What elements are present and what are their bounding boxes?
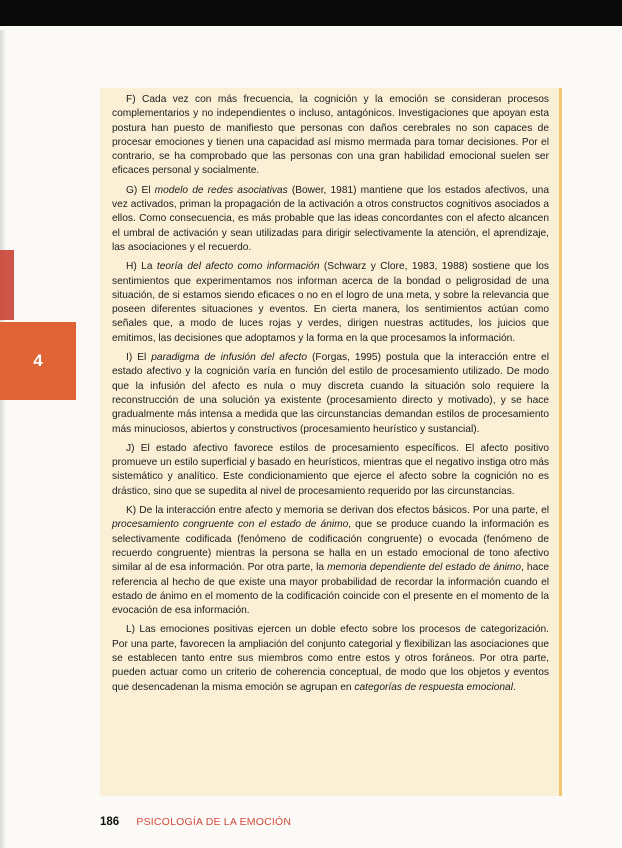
- paragraph-k-middle: , que se produce cuando la información es selectivamente codificada (fenómeno de codificación congruente) o evocada (fenómeno de recuerdo congruente) mientras la persona se halla en un estado emocional de tono afectivo similar al de esa información. Por otra parte, la: [112, 519, 549, 574]
- paragraph-i-term: paradigma de infusión del afecto: [151, 352, 308, 364]
- paragraph-i: [112, 351, 549, 437]
- paragraph-h-intro: H) La: [126, 261, 157, 273]
- paragraph-l-term: categorías de respuesta emocional: [354, 681, 513, 693]
- paragraph-g-term: modelo de redes asociativas: [154, 184, 288, 196]
- paragraph-k-term-2: memoria dependiente del estado de ánimo: [327, 562, 522, 574]
- paragraph-l-end: .: [512, 681, 516, 693]
- paragraph-h: [112, 260, 549, 346]
- top-scan-edge: [0, 0, 622, 26]
- highlighted-text-box: [100, 88, 562, 796]
- paragraph-f: F) Cada vez con más frecuencia, la cognición y la emoción se consideran procesos complementarios y no independientes o incluso, antagónicos. Investigaciones que apoyan esta postura han puesto de manifiesto que personas con daños cerebrales no son capaces de procesar emociones y tienen una capacidad así mismo mermada para tomar decisiones. Por el contrario, se ha comprobado que las personas con una gran habilidad emocional suelen ser eficaces personal y socialmente.: [112, 94, 549, 177]
- paragraph-j: J) El estado afectivo favorece estilos de procesamiento específicos. El afecto positivo promueve un estilo superficial y basado en heurísticos, mientras que el negativo instiga otro más sistemático y analítico. Este condicionamiento que ejerce el afecto sobre la cognición no es drástico, sino que se supedita al nivel de procesamiento requerido por las circunstancias.: [112, 442, 549, 497]
- paragraph-h-term: teoría del afecto como información: [156, 261, 320, 273]
- paragraph-k-body: , hace referencia al hecho de que existe una mayor probabilidad de recordar la información cuando el estado de ánimo en el momento de la codificación coincide con el presente en el momento de la evocación de esa información.: [112, 562, 550, 617]
- page-spine-shadow: [0, 30, 6, 848]
- paragraph-k: [112, 504, 549, 618]
- chapter-edge-mark: [0, 250, 14, 320]
- paragraph-k-term-1: procesamiento congruente con el estado de ánimo: [112, 519, 349, 531]
- paragraph-l-intro: L) Las emociones positivas ejercen un doble efecto sobre los procesos de categorización. Por una parte, favorecen la ampliación del conjunto categorial y flexibilizan las asociaciones que se establecen tanto entre sus miembros como entre estos y otros foráneos. Por otra parte, pueden actuar como un criterio de coherencia conceptual, de modo que los objetos y eventos que desencadenan la misma emoción se agrupan en: [112, 624, 549, 693]
- paragraph-g-intro: G) El: [126, 184, 155, 196]
- paragraph-g: [112, 184, 549, 255]
- paragraph-i-intro: I) El: [126, 352, 152, 364]
- paragraph-i-body: (Forgas, 1995) postula que la interacción entre el estado afectivo y la cognición varía en función del estilo de procesamiento utilizado. De modo que la infusión del afecto es nula o muy discreta cuando la situación solo requiere la reconstrucción de una solución ya existente (procesamiento directo y motivado), y se hace gradualmente más intensa a medida que las circunstancias demandan estilos de procesamiento más minuciosos, abiertos y constructivos (procesamiento heurístico y sustancial).: [112, 352, 549, 435]
- paragraph-l: [112, 623, 549, 694]
- chapter-tab: 4: [0, 322, 76, 400]
- paragraph-h-body: (Schwarz y Clore, 1983, 1988) sostiene que los sentimientos que experimentamos nos informan acerca de la bondad o peligrosidad de una situación, de si estamos siendo eficaces o no en el logro de una meta, y sobre la relevancia que poseen diferentes situaciones y eventos. En cierta manera, los sentimientos actúan como señales que, a modo de luces rojas y verdes, dirigen nuestras actitudes, los juicios que emitimos, las decisiones que adoptamos y la forma en la que procesamos la información.: [112, 261, 549, 344]
- paragraph-g-body: (Bower, 1981) mantiene que los estados afectivos, una vez activados, priman la propagación de la activación a otros constructos cognitivos asociados a ellos. Como consecuencia, es más probable que las ideas concordantes con el afecto alcancen el umbral de activación y sean utilizadas para dirigir selectivamente la atención, el aprendizaje, las asociaciones y el recuerdo.: [112, 184, 549, 253]
- page-footer: [100, 816, 291, 828]
- running-title: PSICOLOGÍA DE LA EMOCIÓN: [136, 816, 292, 828]
- paragraph-k-intro: K) De la interacción entre afecto y memoria se derivan dos efectos básicos. Por una parte, el: [126, 505, 549, 517]
- page-number: 186: [100, 816, 120, 828]
